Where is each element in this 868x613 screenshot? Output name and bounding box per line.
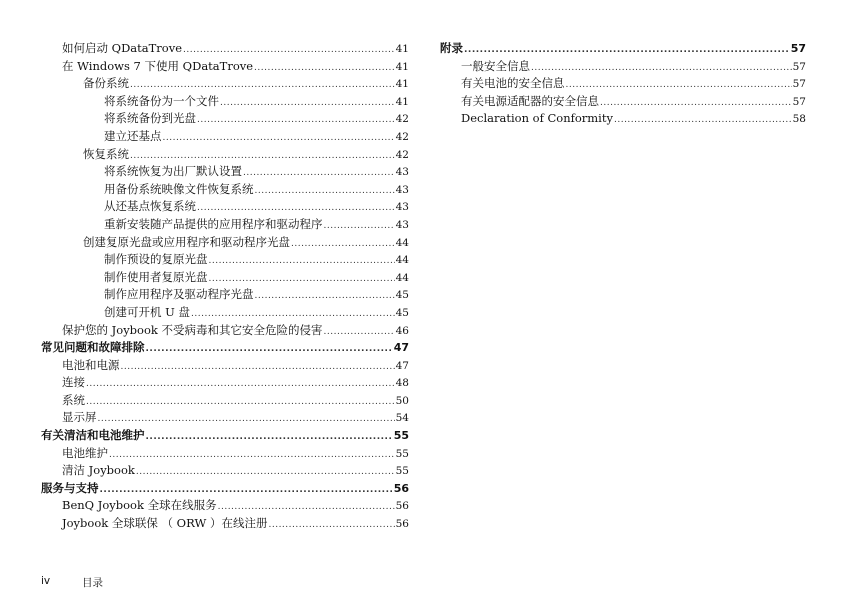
toc-entry-page: 43 xyxy=(395,218,409,231)
toc-entry-page: 43 xyxy=(395,201,409,214)
toc-dot-leader xyxy=(209,253,395,271)
toc-entry-title: 服务与支持 xyxy=(41,480,99,495)
toc-entry-title: Joybook 全球联保 （ ORW ）在线注册 xyxy=(62,516,268,531)
toc-entry[interactable] xyxy=(41,198,409,216)
toc-entry-title: 从还基点恢复系统 xyxy=(104,199,196,214)
toc-entry-title: 制作应用程序及驱动程序光盘 xyxy=(104,287,254,302)
toc-entry[interactable] xyxy=(41,128,409,146)
toc-dot-leader xyxy=(255,183,395,201)
toc-entry-page: 55 xyxy=(393,429,409,443)
toc-entry[interactable] xyxy=(440,58,806,76)
toc-entry[interactable] xyxy=(41,58,409,76)
toc-entry[interactable] xyxy=(440,110,806,128)
toc-entry-page: 44 xyxy=(395,271,409,284)
toc-entry-title: 电池维护 xyxy=(62,445,108,460)
toc-entry[interactable] xyxy=(41,110,409,128)
toc-entry-page: 41 xyxy=(395,43,409,55)
toc-entry[interactable] xyxy=(41,75,409,93)
toc-entry-title: 用备份系统映像文件恢复系统 xyxy=(104,181,254,196)
toc-entry-title: 常见问题和故障排除 xyxy=(41,340,145,355)
toc-entry[interactable] xyxy=(41,163,409,181)
toc-entry-page: 43 xyxy=(395,183,409,196)
toc-dot-leader xyxy=(220,95,395,113)
toc-column-right xyxy=(440,40,806,128)
toc-dot-leader xyxy=(614,112,792,130)
toc-dot-leader xyxy=(146,341,393,359)
toc-chapter-entry[interactable] xyxy=(41,480,409,498)
toc-dot-leader xyxy=(291,236,395,254)
toc-entry-page: 58 xyxy=(792,113,806,126)
toc-entry-title: 创建复原光盘或应用程序和驱动程序光盘 xyxy=(83,234,290,249)
toc-entry-page: 44 xyxy=(395,254,409,267)
toc-entry-title: 创建可开机 U 盘 xyxy=(104,304,191,319)
toc-entry[interactable] xyxy=(41,357,409,375)
toc-entry-title: 备份系统 xyxy=(83,76,129,91)
toc-entry-title: 附录 xyxy=(440,41,463,55)
toc-chapter-entry[interactable] xyxy=(41,427,409,445)
toc-entry-title: 电池和电源 xyxy=(62,357,120,372)
toc-entry-title: 将系统备份为一个文件 xyxy=(104,93,219,108)
toc-entry[interactable] xyxy=(440,93,806,111)
toc-entry-title: 系统 xyxy=(62,392,85,407)
toc-entry-page: 45 xyxy=(395,306,409,319)
toc-entry-title: 重新安装随产品提供的应用程序和驱动程序 xyxy=(104,216,323,231)
toc-entry-page: 57 xyxy=(790,42,806,55)
toc-entry-page: 42 xyxy=(395,113,409,126)
toc-entry[interactable] xyxy=(41,146,409,164)
toc-dot-leader xyxy=(136,464,395,482)
toc-column-left xyxy=(41,40,409,533)
footer-section-title: 目录 xyxy=(82,577,103,589)
toc-entry-page: 42 xyxy=(395,148,409,161)
toc-dot-leader xyxy=(197,112,395,130)
toc-entry-title: 制作预设的复原光盘 xyxy=(104,252,208,267)
toc-entry-page: 43 xyxy=(395,166,409,179)
toc-entry-title: 将系统备份到光盘 xyxy=(104,111,196,126)
toc-entry-page: 55 xyxy=(395,465,409,478)
toc-entry-title: 如何启动 QDataTrove xyxy=(62,41,183,55)
toc-entry[interactable] xyxy=(41,216,409,234)
toc-entry-title: 一般安全信息 xyxy=(461,58,530,73)
toc-entry-page: 41 xyxy=(395,60,409,73)
toc-entry-page: 54 xyxy=(395,412,409,425)
toc-entry-title: 显示屏 xyxy=(62,410,97,425)
toc-entry-page: 48 xyxy=(395,377,409,390)
toc-entry-title: BenQ Joybook 全球在线服务 xyxy=(62,498,217,513)
toc-entry-page: 47 xyxy=(395,359,409,372)
toc-dot-leader xyxy=(254,60,395,78)
toc-entry-page: 44 xyxy=(395,236,409,249)
toc-dot-leader xyxy=(566,77,792,95)
toc-entry-page: 45 xyxy=(395,289,409,302)
toc-entry[interactable] xyxy=(41,409,409,427)
toc-entry-page: 46 xyxy=(395,324,409,337)
toc-entry-page: 50 xyxy=(395,394,409,407)
toc-chapter-entry[interactable] xyxy=(41,339,409,357)
footer-page-number: iv xyxy=(41,575,51,587)
toc-entry[interactable] xyxy=(41,304,409,322)
toc-dot-leader xyxy=(268,517,394,535)
toc-entry[interactable] xyxy=(41,462,409,480)
toc-entry[interactable] xyxy=(41,445,409,463)
toc-entry[interactable] xyxy=(41,515,409,533)
toc-entry-title: 清洁 Joybook xyxy=(62,463,135,478)
toc-entry[interactable] xyxy=(440,75,806,93)
toc-entry-title: 在 Windows 7 下使用 QDataTrove xyxy=(62,58,254,73)
toc-entry-page: 57 xyxy=(792,95,806,108)
toc-entry[interactable] xyxy=(41,93,409,111)
toc-entry-title: 有关电源适配器的安全信息 xyxy=(461,93,599,108)
toc-entry-page: 42 xyxy=(395,130,409,143)
toc-entry-title: 恢复系统 xyxy=(83,146,129,161)
toc-entry-title: 连接 xyxy=(62,375,85,390)
toc-dot-leader xyxy=(86,376,395,394)
toc-chapter-entry[interactable] xyxy=(440,40,806,58)
toc-dot-leader xyxy=(531,60,792,78)
toc-entry-title: Declaration of Conformity xyxy=(461,111,613,126)
toc-entry-page: 41 xyxy=(395,78,409,91)
toc-dot-leader xyxy=(324,218,395,236)
toc-dot-leader xyxy=(109,447,395,465)
toc-entry[interactable] xyxy=(41,322,409,340)
toc-entry[interactable] xyxy=(41,234,409,252)
toc-entry-title: 有关清洁和电池维护 xyxy=(41,428,145,443)
toc-entry[interactable] xyxy=(41,286,409,304)
toc-dot-leader xyxy=(243,165,395,183)
toc-dot-leader xyxy=(163,130,395,148)
toc-entry[interactable] xyxy=(41,251,409,269)
toc-dot-leader xyxy=(86,394,395,412)
toc-entry-title: 建立还基点 xyxy=(104,128,162,143)
toc-entry-title: 制作使用者复原光盘 xyxy=(104,269,208,284)
toc-entry-page: 47 xyxy=(393,341,409,355)
toc-dot-leader xyxy=(324,324,395,342)
toc-entry[interactable] xyxy=(41,269,409,287)
toc-entry-title: 有关电池的安全信息 xyxy=(461,76,565,91)
toc-dot-leader xyxy=(146,429,393,447)
toc-entry-page: 57 xyxy=(792,78,806,91)
toc-entry-page: 56 xyxy=(393,481,409,495)
toc-entry[interactable] xyxy=(41,181,409,199)
toc-dot-leader xyxy=(121,359,395,377)
toc-entry-page: 57 xyxy=(792,60,806,73)
toc-entry-title: 将系统恢复为出厂默认设置 xyxy=(104,164,242,179)
toc-entry-page: 41 xyxy=(395,95,409,108)
toc-entry-page: 55 xyxy=(395,447,409,460)
page-footer xyxy=(41,575,103,589)
toc-entry[interactable] xyxy=(41,40,409,58)
toc-entry-page: 56 xyxy=(395,500,409,513)
toc-entry-page: 56 xyxy=(395,518,409,531)
toc-dot-leader xyxy=(255,288,395,306)
toc-entry-title: 保护您的 Joybook 不受病毒和其它安全危险的侵害 xyxy=(62,322,323,337)
toc-entry[interactable] xyxy=(41,374,409,392)
toc-entry[interactable] xyxy=(41,392,409,410)
toc-entry[interactable] xyxy=(41,497,409,515)
toc-dot-leader xyxy=(600,95,792,113)
